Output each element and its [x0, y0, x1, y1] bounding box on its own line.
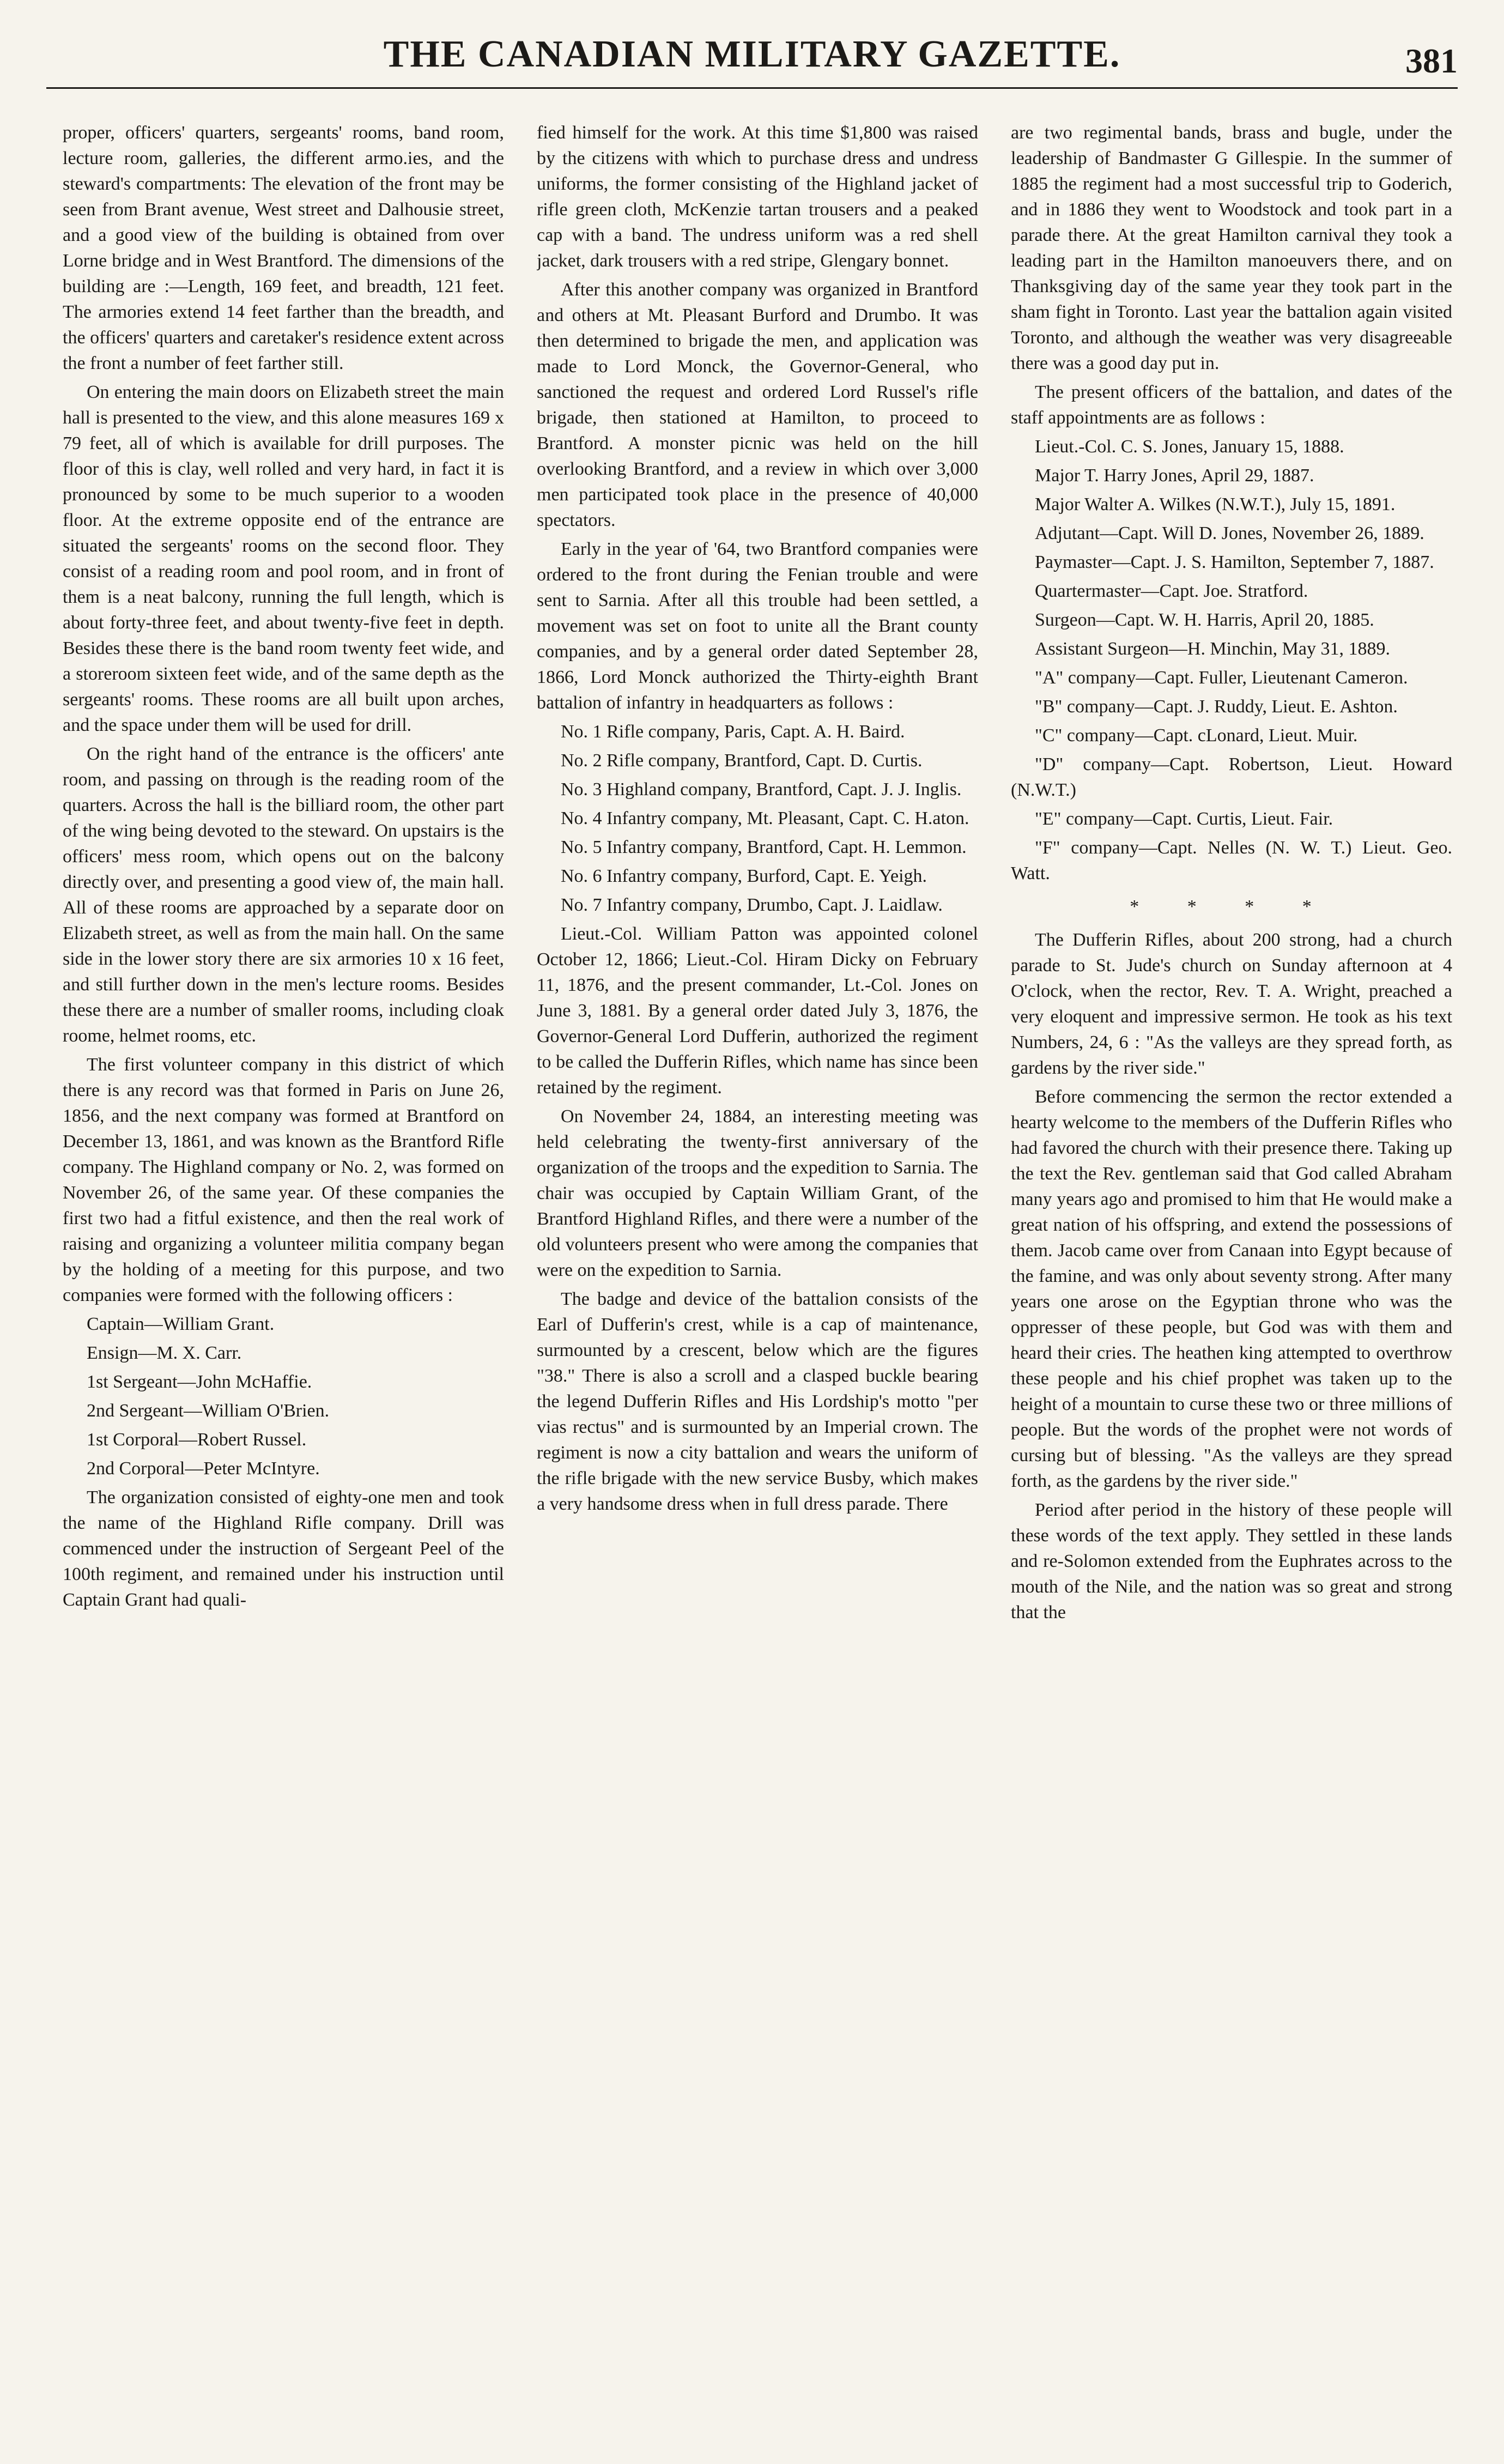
column-3 — [1011, 120, 1452, 2442]
staff-entry: "A" company—Capt. Fuller, Lieutenant Cameron. — [1035, 668, 1408, 688]
paragraph: are two regimental bands, brass and bugle, under the leadership of Bandmaster G Gillespie. In the summer of 1885 the regiment had a most successful trip to Goderich, and in 1886 they went to Woodstock and took part in a parade there. At the great Hamilton carnival they took a leading part in the Hamilton manoeuvers there, and on Thanksgiving day of the same year they took part in the sham fight in Toronto. Last year the battalion again visited Toronto, and although the weather was very disagreeable there was a good day put in. — [1011, 123, 1452, 373]
paragraph: On the right hand of the entrance is the officers' ante room, and passing on through is the reading room of the quarters. Across the hall is the billiard room, the other part of the wing being devoted to the steward. On upstairs is the officers' mess room, which opens out on the balcony directly over, and presenting a good view of, the main hall. All of these rooms are approached by a separate door on Elizabeth street, as well as from the main hall. On the same side in the lower story there are six armories 10 x 16 feet, and still further down in the men's lecture rooms. Besides these there are a number of smaller rooms, including cloak roome, helmet rooms, etc. — [63, 744, 504, 1046]
company-entry: No. 7 Infantry company, Drumbo, Capt. J. Laidlaw. — [561, 895, 943, 915]
staff-entry: "B" company—Capt. J. Ruddy, Lieut. E. Ashton. — [1035, 697, 1398, 717]
company-entry: No. 5 Infantry company, Brantford, Capt. H. Lemmon. — [561, 837, 967, 857]
paragraph: Before commencing the sermon the rector extended a hearty welcome to the members of the Dufferin Rifles who had favored the church with their presence there. Taking up the text the Rev. gentleman said that God called Abraham many years ago and promised to him that He would make a great nation of his offspring, and extend the possessions of them. Jacob came over from Canaan into Egypt because of the famine, and was only about seventy strong. After many years one arose on the Egyptian throne who was the oppresser of these people, but God was with them and heard their cries. The heathen king attempted to overthrow these people and his chief prophet was taken up to the height of a mountain to curse these two or three millions of people. But the words of the prophet were not words of cursing but of blessing. "As the valleys are they spread forth, as the gardens by the river side." — [1011, 1087, 1452, 1491]
company-entry: No. 2 Rifle company, Brantford, Capt. D. Curtis. — [561, 750, 923, 771]
paragraph: Early in the year of '64, two Brantford companies were ordered to the front during the Fenian trouble and were sent to Sarnia. After all this trouble had been settled, a movement was set on foot to unite all the Brant county companies, and by a general order dated September 28, 1866, Lord Monck authorized the Thirty-eighth Brant battalion of infantry in headquarters as follows : — [537, 539, 978, 713]
paragraph: On entering the main doors on Elizabeth street the main hall is presented to the view, and this alone measures 169 x 79 feet, all of which is available for drill purposes. The floor of this is clay, well rolled and very hard, in fact it is pronounced by some to be much superior to a wooden floor. At the extreme opposite end of the entrance are situated the sergeants' rooms on the second floor. They consist of a reading room and pool room, and in front of them is a neat balcony, running the full length, which is about forty-three feet, and about twenty-five feet in depth. Besides these there is the band room twenty feet wide, and a storeroom sixteen feet wide, and of the same depth as the sergeants' rooms. These rooms are all built upon arches, and the space under them will be used for drill. — [63, 382, 504, 735]
staff-entry: Assistant Surgeon—H. Minchin, May 31, 1889. — [1035, 639, 1390, 659]
company-entry: No. 1 Rifle company, Paris, Capt. A. H. Baird. — [561, 722, 905, 742]
column-1 — [63, 120, 504, 2442]
paragraph: Period after period in the history of these people will these words of the text apply. They settled in these lands and re-Solomon extended from the Euphrates across to the mouth of the Nile, and the nation was so great and strong that the — [1011, 1500, 1452, 1623]
company-entry: No. 3 Highland company, Brantford, Capt. J. J. Inglis. — [561, 779, 962, 800]
paragraph: Lieut.-Col. William Patton was appointed colonel October 12, 1866; Lieut.-Col. Hiram Dicky on February 11, 1876, and the present commander, Lt.-Col. Jones on June 3, 1881. By a general order dated July 3, 1876, the Governor-General Lord Dufferin, authorized the regiment to be called the Dufferin Rifles, which name has since been retained by the regiment. — [537, 924, 978, 1098]
page-number: 38​1 — [1405, 41, 1458, 80]
staff-entry: Surgeon—Capt. W. H. Harris, April 20, 1885. — [1035, 610, 1374, 630]
officer-entry: Ensign—M. X. Carr. — [87, 1343, 242, 1363]
header-rule — [46, 87, 1458, 89]
staff-entry: Paymaster—Capt. J. S. Hamilton, September 7, 1887. — [1035, 552, 1434, 572]
staff-entry: "F" company—Capt. Nelles (N. W. T.) Lieut. Geo. Watt. — [1011, 838, 1452, 883]
staff-entry: Lieut.-Col. C. S. Jones, January 15, 1888. — [1035, 437, 1344, 457]
paragraph: The Dufferin Rifles, about 200 strong, had a church parade to St. Jude's church on Sunday afternoon at 4 O'clock, when the rector, Rev. T. A. Wright, preached a very eloquent and impressive sermon. He took as his text Numbers, 24, 6 : "As the valleys are they spread forth, as gardens by the river side." — [1011, 930, 1452, 1078]
officer-entry: Captain—William Grant. — [87, 1314, 275, 1334]
staff-entry: Major T. Harry Jones, April 29, 1887. — [1035, 465, 1314, 486]
column-2 — [537, 120, 978, 2442]
company-entry: No. 4 Infantry company, Mt. Pleasant, Capt. C. H.aton. — [561, 808, 969, 828]
page-header — [46, 22, 1458, 87]
paragraph: The organization consisted of eighty-one men and took the name of the Highland Rifle company. Drill was commenced under the instruction of Sergeant Peel of the 100th regiment, and remained under his instruction until Captain Grant had quali- — [63, 1487, 504, 1610]
paragraph: After this another company was organized in Brantford and others at Mt. Pleasant Burford and Drumbo. It was then determined to brigade the men, and application was made to Lord Monck, the Governor-General, who sanctioned the request and ordered Lord Russel's rifle brigade, then stationed at Hamilton, to proceed to Brantford. A monster picnic was held on the hill overlooking Brantford, and a review in which over 3,000 men participated took place in the presence of 40,000 spectators. — [537, 280, 978, 530]
staff-entry: "C" company—Capt. cLonard, Lieut. Muir. — [1035, 725, 1358, 746]
officer-entry: 1st Corporal—Robert Russel. — [87, 1430, 307, 1450]
staff-entry: Quartermaster—Capt. Joe. Stratford. — [1035, 581, 1308, 601]
staff-entry: Major Walter A. Wilkes (N.W.T.), July 15, 1891. — [1035, 494, 1396, 514]
paragraph: The first volunteer company in this district of which there is any record was that formed in Paris on June 26, 1856, and the next company was formed at Brantford on December 13, 1861, and was known as the Brantford Rifle company. The Highland company or No. 2, was formed on November 26, of the same year. Of these companies the first two had a fitful existence, and then the real work of raising and organizing a volunteer militia company began by the holding of a meeting for this purpose, and two companies were formed with the following officers : — [63, 1055, 504, 1305]
staff-entry: "D" company—Capt. Robertson, Lieut. Howard (N.W.T.) — [1011, 754, 1452, 800]
staff-entry: "E" company—Capt. Curtis, Lieut. Fair. — [1035, 809, 1333, 829]
paragraph: The present officers of the battalion, and dates of the staff appointments are as follows : — [1011, 382, 1452, 428]
officer-entry: 2nd Corporal—Peter McIntyre. — [87, 1458, 320, 1479]
masthead-title: THE CANADIAN MILITARY GAZETTE. — [383, 33, 1121, 75]
staff-entry: Adjutant—Capt. Will D. Jones, November 26, 1889. — [1035, 523, 1424, 543]
paragraph: The badge and device of the battalion consists of the Earl of Dufferin's crest, while is a cap of maintenance, surmounted by a crescent, below which are the figures "38." There is also a scroll and a clasped buckle bearing the legend Dufferin Rifles and His Lordship's motto "per vias rectus" and is surmounted by an Imperial crown. The regiment is now a city battalion and wears the uniform of the rifle brigade with the new service Busby, which makes a very handsome dress when in full dress parade. There — [537, 1289, 978, 1514]
paragraph: fied himself for the work. At this time $1,800 was raised by the citizens with which to purchase dress and undress uniforms, the former consisting of the Highland jacket of rifle green cloth, McKenzie tartan trousers and a peaked cap with a band. The undress uniform was a red shell jacket, dark trousers with a red stripe, Glengary bonnet. — [537, 123, 978, 271]
officer-entry: 2nd Sergeant—William O'Brien. — [87, 1401, 330, 1421]
company-entry: No. 6 Infantry company, Burford, Capt. E. Yeigh. — [561, 866, 927, 886]
officer-entry: 1st Sergeant—John McHaffie. — [87, 1372, 312, 1392]
paragraph: proper, officers' quarters, sergeants' rooms, band room, lecture room, galleries, the different armo.ies, and the steward's compartments: The elevation of the front may be seen from Brant avenue, West street and Dalhousie street, and a good view of the building is obtained from over Lorne bridge and in West Brantford. The dimensions of the building are :—Length, 169 feet, and breadth, 121 feet. The armories extend 14 feet farther than the breadth, and the officers' quarters and caretaker's residence extent across the front a number of feet farther still. — [63, 123, 504, 373]
paragraph: On November 24, 1884, an interesting meeting was held celebrating the twenty-first anniversary of the organization of the troops and the expedition to Sarnia. The chair was occupied by Captain William Grant, of the Brantford Highland Rifles, and there were a number of the old volunteers present who were among the companies that were on the expedition to Sarnia. — [537, 1106, 978, 1280]
section-divider: * * * * — [1130, 897, 1333, 917]
